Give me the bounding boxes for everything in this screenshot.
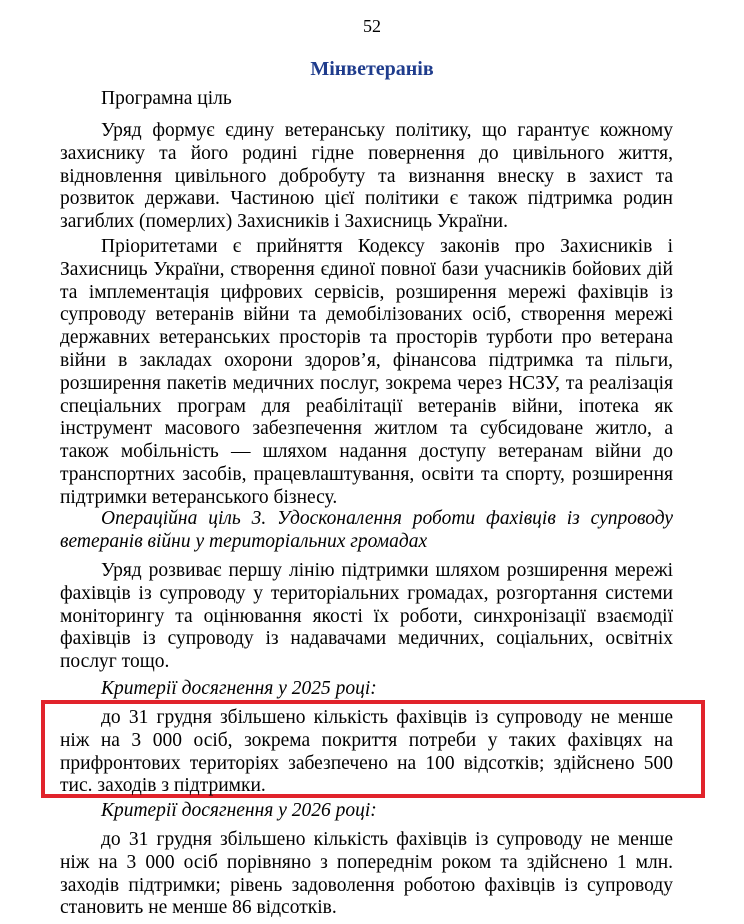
paragraph-first-line-support: Уряд розвиває першу лінію підтримки шляхом розширення мережі фахівців із супроводу у територіальних громадах, розгортання системи моніторингу та оцінювання якості їх роботи, синхронізації взаємодії фахівців із супроводу із надавачами медичних, соціальних, освітніх послуг тощо. — [60, 560, 673, 673]
paragraph-policy: Уряд формує єдину ветеранську політику, що гарантує кожному захиснику та його родині гідне повернення до цивільного життя, відновлення цивільного добробуту та визнання внеску в захист та розвиток держави. Частиною цієї політики є також підтримка родин загиблих (померлих) Захисників і Захисниць України. — [60, 120, 673, 233]
operational-goal: Операційна ціль 3. Удосконалення роботи фахівців із супроводу ветеранів війни у територіальних громадах — [60, 508, 673, 552]
page-number: 52 — [363, 16, 381, 36]
criteria-2025-text: до 31 грудня збільшено кількість фахівців із супроводу не менше ніж на 3 000 осіб, зокрема покриття потреби у таких фахівцях на прифронтових територіях забезпечено на 100 відсотків; здійснено 500 тис. заходів з підтримки. — [60, 707, 673, 797]
criteria-2025-label: Критерії досягнення у 2025 році: — [101, 678, 377, 699]
section-heading: Мінветеранів — [310, 58, 434, 80]
program-goal-label: Програмна ціль — [101, 88, 232, 109]
criteria-2026-label: Критерії досягнення у 2026 році: — [101, 800, 377, 821]
paragraph-priorities: Пріоритетами є прийняття Кодексу законів про Захисників і Захисниць України, створення єдиної повної бази учасників бойових дій та імплементація цифрових сервісів, розширення мережі фахівців із супроводу ветеранів війни та демобілізованих осіб, створення мережі державних ветеранських просторів та просторів турботи про ветерана війни в закладах охорони здоров’я, фінансова підтримка та пільги, розширення пакетів медичних послуг, зокрема через НСЗУ, та реалізація спеціальних програм для реабілітації ветеранів війни, іпотека як інструмент масового забезпечення житлом та субсидоване житло, а також мобільність — шляхом надання доступу ветеранам війни до транспортних засобів, працевлаштування, освіти та спорту, розширення підтримки ветеранського бізнесу. — [60, 236, 673, 508]
criteria-2026-text: до 31 грудня збільшено кількість фахівців із супроводу не менше ніж на 3 000 осіб порівняно з попереднім роком та здійснено 1 млн. заходів підтримки; рівень задоволення роботою фахівців із супроводу становить не менше 86 відсотків. — [60, 829, 673, 919]
